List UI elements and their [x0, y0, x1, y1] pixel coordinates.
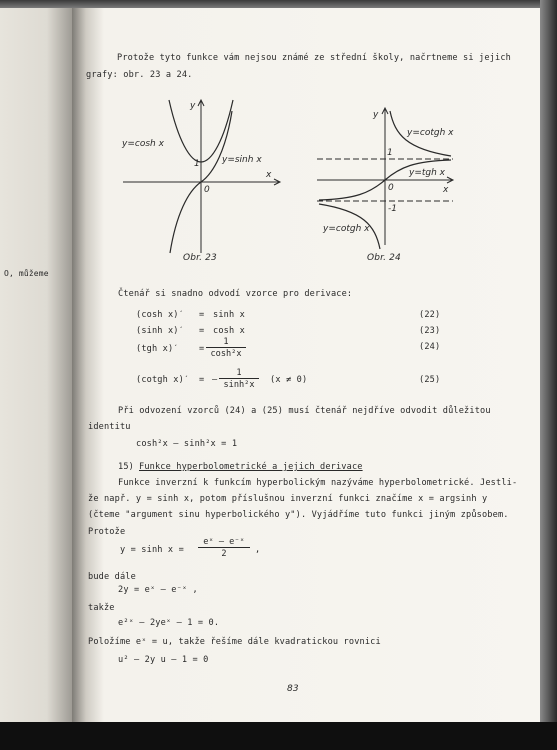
scan-right-edge [540, 0, 557, 750]
sinh-label: y=sinh x [222, 155, 262, 165]
eq24-number: (24) [419, 342, 441, 352]
fig24-origin: 0 [388, 183, 394, 193]
eq-sinh-fraction [198, 537, 250, 559]
eq-e2x: e²ˣ – 2yeˣ – 1 = 0. [118, 618, 220, 628]
intro-line-1: Protože tyto funkce vám nejsou známé ze střední školy, načrtneme si jejich [117, 53, 511, 63]
cotgh-bottom-label: y=cotgh x [323, 224, 370, 234]
eq-sinh-lhs: y = sinh x = [120, 545, 184, 555]
cosh-label: y=cosh x [122, 139, 164, 149]
para1-line-2: že např. y = sinh x, potom příslušnou inverzní funkci značíme x = argsinh y [88, 494, 488, 504]
eq-quadratic: u² – 2y u – 1 = 0 [118, 655, 209, 665]
eq24-fraction [206, 337, 246, 359]
eq25-eq: = [199, 375, 205, 385]
eq22-eq: = [199, 310, 205, 320]
page-number: 83 [287, 684, 299, 694]
eq22-lhs: (cosh x)ˊ [136, 310, 184, 320]
scan-bottom-edge [0, 722, 557, 750]
fig24-y-label: y [373, 110, 379, 120]
tgh-label: y=tgh x [409, 168, 445, 178]
eq25-frac-num: 1 [219, 368, 259, 379]
eq23-rhs: cosh x [213, 326, 245, 336]
eq25-lhs: (cotgh x)ˊ [136, 375, 190, 385]
proof-line-1: Při odvození vzorců (24) a (25) musí čtenář nejdříve odvodit důležitou [118, 406, 491, 416]
eq-sinh-num: eˣ – e⁻ˣ [198, 537, 250, 548]
cotgh-top-label: y=cotgh x [407, 128, 454, 138]
margin-note: O, můžeme [4, 269, 49, 278]
eq24-eq: = [199, 344, 205, 354]
eq25-minus: – [212, 375, 218, 385]
fig24-one: 1 [387, 148, 393, 158]
previous-page-strip [0, 8, 78, 726]
eq24-frac-num: 1 [206, 337, 246, 348]
para1-line-1: Funkce inverzní k funkcím hyperbolickým nazýváme hyperbolometrické. Jestli- [118, 478, 518, 488]
fig24-minus-one: -1 [388, 204, 397, 214]
identity: cosh²x – sinh²x = 1 [136, 439, 238, 449]
eq-2y: 2y = eˣ – e⁻ˣ , [118, 585, 198, 595]
derivatives-intro: Čtenář si snadno odvodí vzorce pro derivace: [118, 289, 353, 299]
eq-sinh-comma: , [255, 545, 261, 555]
para1-line-4: Protože [88, 527, 126, 537]
eq25-number: (25) [419, 375, 441, 385]
eq22-number: (22) [419, 310, 441, 320]
figure-24 [315, 105, 465, 255]
fig23-one: 1 [194, 159, 200, 169]
eq24-frac-den: cosh²x [210, 349, 242, 359]
section-prefix: 15) [118, 462, 134, 472]
bude-dale: bude dále [88, 572, 136, 582]
intro-line-2: grafy: obr. 23 a 24. [86, 70, 193, 80]
figure-23 [118, 95, 288, 265]
fig23-origin: 0 [204, 185, 210, 195]
eq23-lhs: (sinh x)ˊ [136, 326, 184, 336]
fig23-y-label: y [190, 101, 196, 111]
takze: takže [88, 603, 115, 613]
polozime-line: Položíme eˣ = u, takže řešíme dále kvadratickou rovnici [88, 637, 381, 647]
fig24-x-label: x [443, 185, 449, 195]
fig23-caption: Obr. 23 [183, 253, 217, 263]
eq22-rhs: sinh x [213, 310, 245, 320]
proof-line-2: identitu [88, 422, 131, 432]
eq25-fraction [219, 368, 259, 390]
fig23-x-label: x [266, 170, 272, 180]
fig24-caption: Obr. 24 [367, 253, 401, 263]
eq23-number: (23) [419, 326, 441, 336]
eq-sinh-den: 2 [221, 549, 227, 559]
eq24-lhs: (tgh x)ˊ [136, 344, 179, 354]
section-title: Funkce hyperbolometrické a jejich derivace [139, 462, 363, 472]
eq25-condition: (x ≠ 0) [270, 375, 308, 385]
eq23-eq: = [199, 326, 205, 336]
eq25-frac-den: sinh²x [223, 380, 255, 390]
para1-line-3: (čteme "argument sinu hyperbolického y"). Vyjádříme tuto funkci jiným způsobem. [88, 510, 509, 520]
